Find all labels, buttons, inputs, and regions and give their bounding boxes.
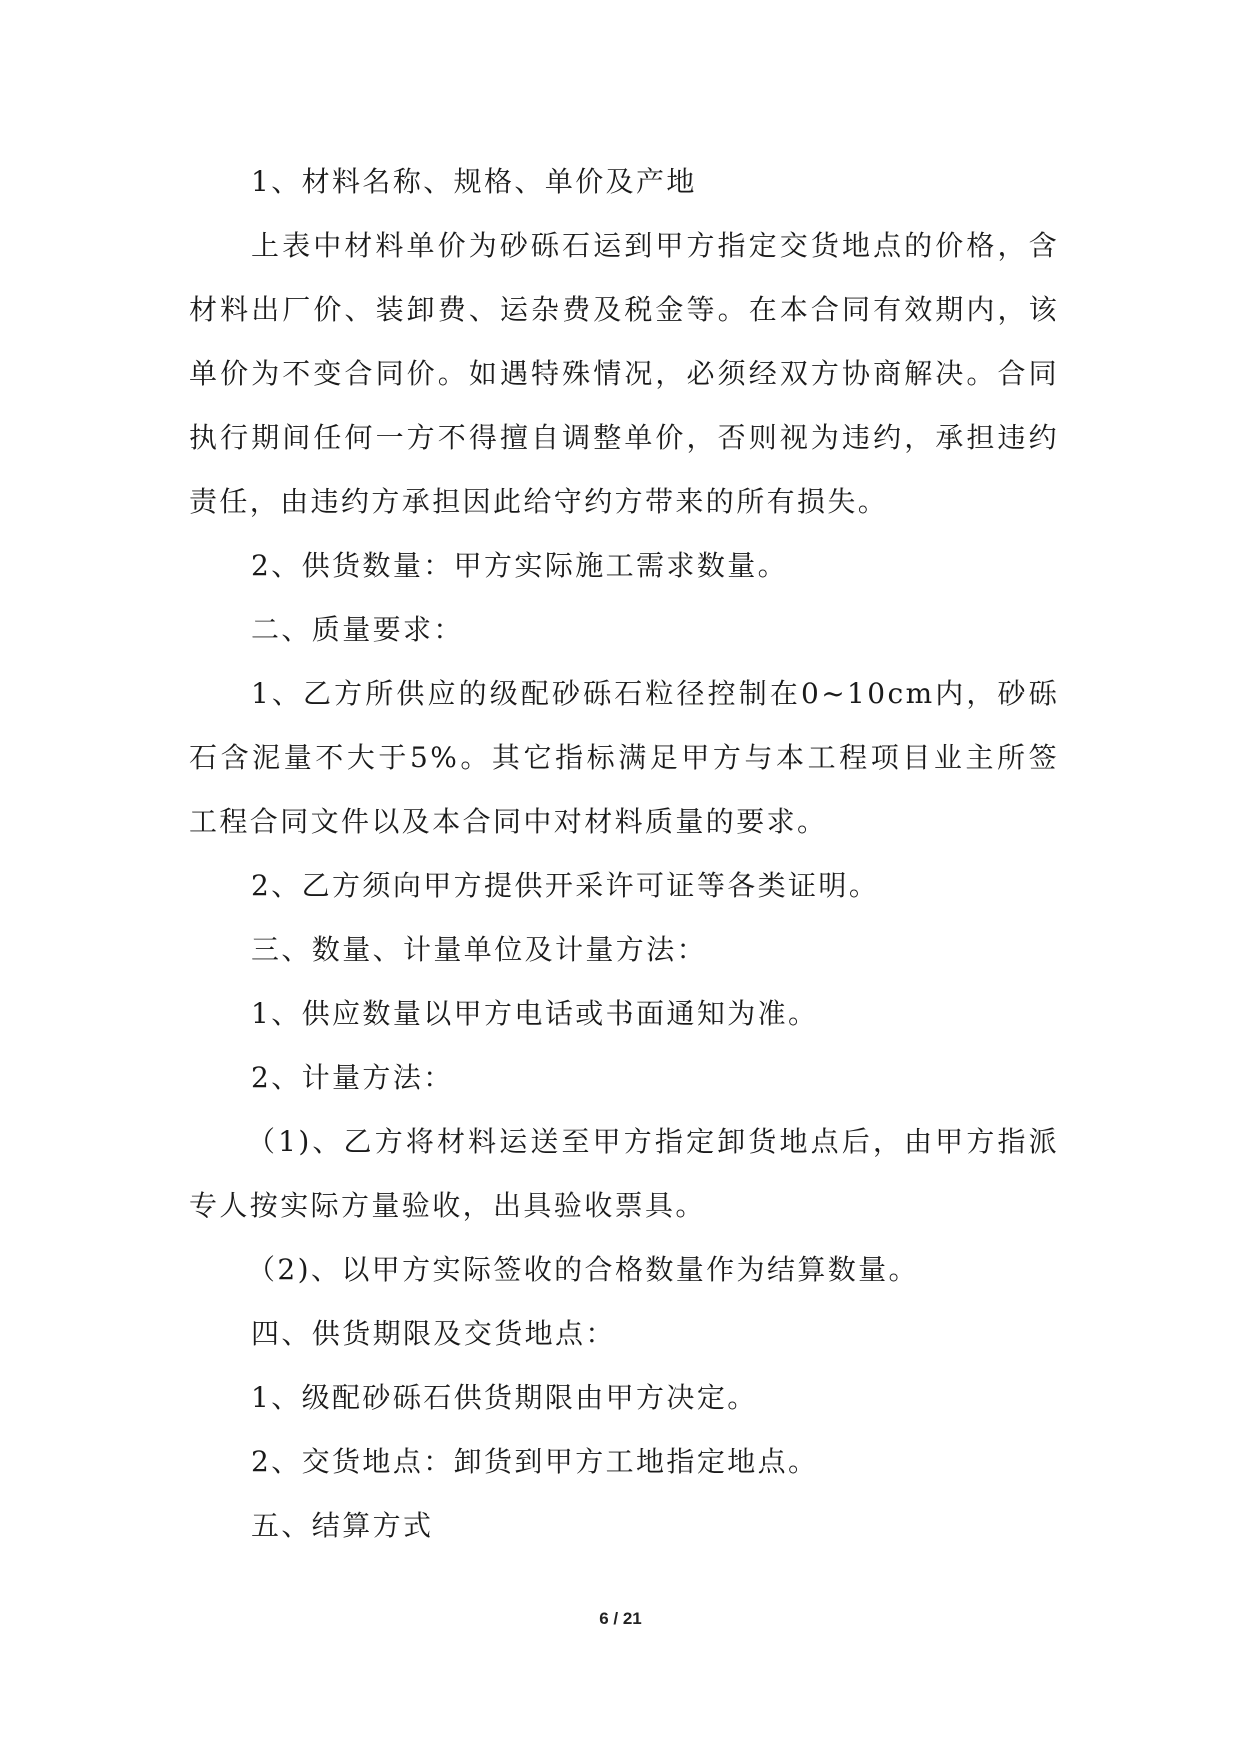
heading-settlement: 五、结算方式 xyxy=(251,1509,434,1542)
heading-quantity-measurement: 三、数量、计量单位及计量方法： xyxy=(251,933,708,966)
heading-quality-requirements: 二、质量要求： xyxy=(251,613,464,646)
paragraph-supply-quantity: 2、供货数量：甲方实际施工需求数量。 xyxy=(251,549,789,582)
document-body xyxy=(189,150,1059,1558)
paragraph-unit-price: 上表中材料单价为砂砾石运到甲方指定交货地点的价格，含材料出厂价、装卸费、运杂费及税金等。在本合同有效期内，该单价为不变合同价。如遇特殊情况，必须经双方协商解决。合同执行期间任何一方不得擅自调整单价，否则视为违约，承担违约责任，由违约方承担因此给守约方带来的所有损失。 xyxy=(189,229,1059,518)
paragraph-supply-notice: 1、供应数量以甲方电话或书面通知为准。 xyxy=(251,997,819,1030)
paragraph-acceptance: （1)、乙方将材料运送至甲方指定卸货地点后，由甲方指派专人按实际方量验收，出具验收票具。 xyxy=(189,1125,1059,1222)
paragraph-material-spec: 1、材料名称、规格、单价及产地 xyxy=(251,165,697,198)
paragraph-measurement-method: 2、计量方法： xyxy=(251,1061,454,1094)
heading-delivery: 四、供货期限及交货地点： xyxy=(251,1317,616,1350)
paragraph-settlement-quantity: （2)、以甲方实际签收的合格数量作为结算数量。 xyxy=(247,1253,919,1286)
paragraph-permits: 2、乙方须向甲方提供开采许可证等各类证明。 xyxy=(251,869,880,902)
paragraph-gravel-spec: 1、乙方所供应的级配砂砾石粒径控制在0~10cm内，砂砾石含泥量不大于5%。其它指标满足甲方与本工程项目业主所签工程合同文件以及本合同中对材料质量的要求。 xyxy=(189,677,1059,838)
paragraph-delivery-period: 1、级配砂砾石供货期限由甲方决定。 xyxy=(251,1381,758,1414)
page-number: 6 / 21 xyxy=(599,1609,642,1628)
paragraph-delivery-location: 2、交货地点：卸货到甲方工地指定地点。 xyxy=(251,1445,819,1478)
